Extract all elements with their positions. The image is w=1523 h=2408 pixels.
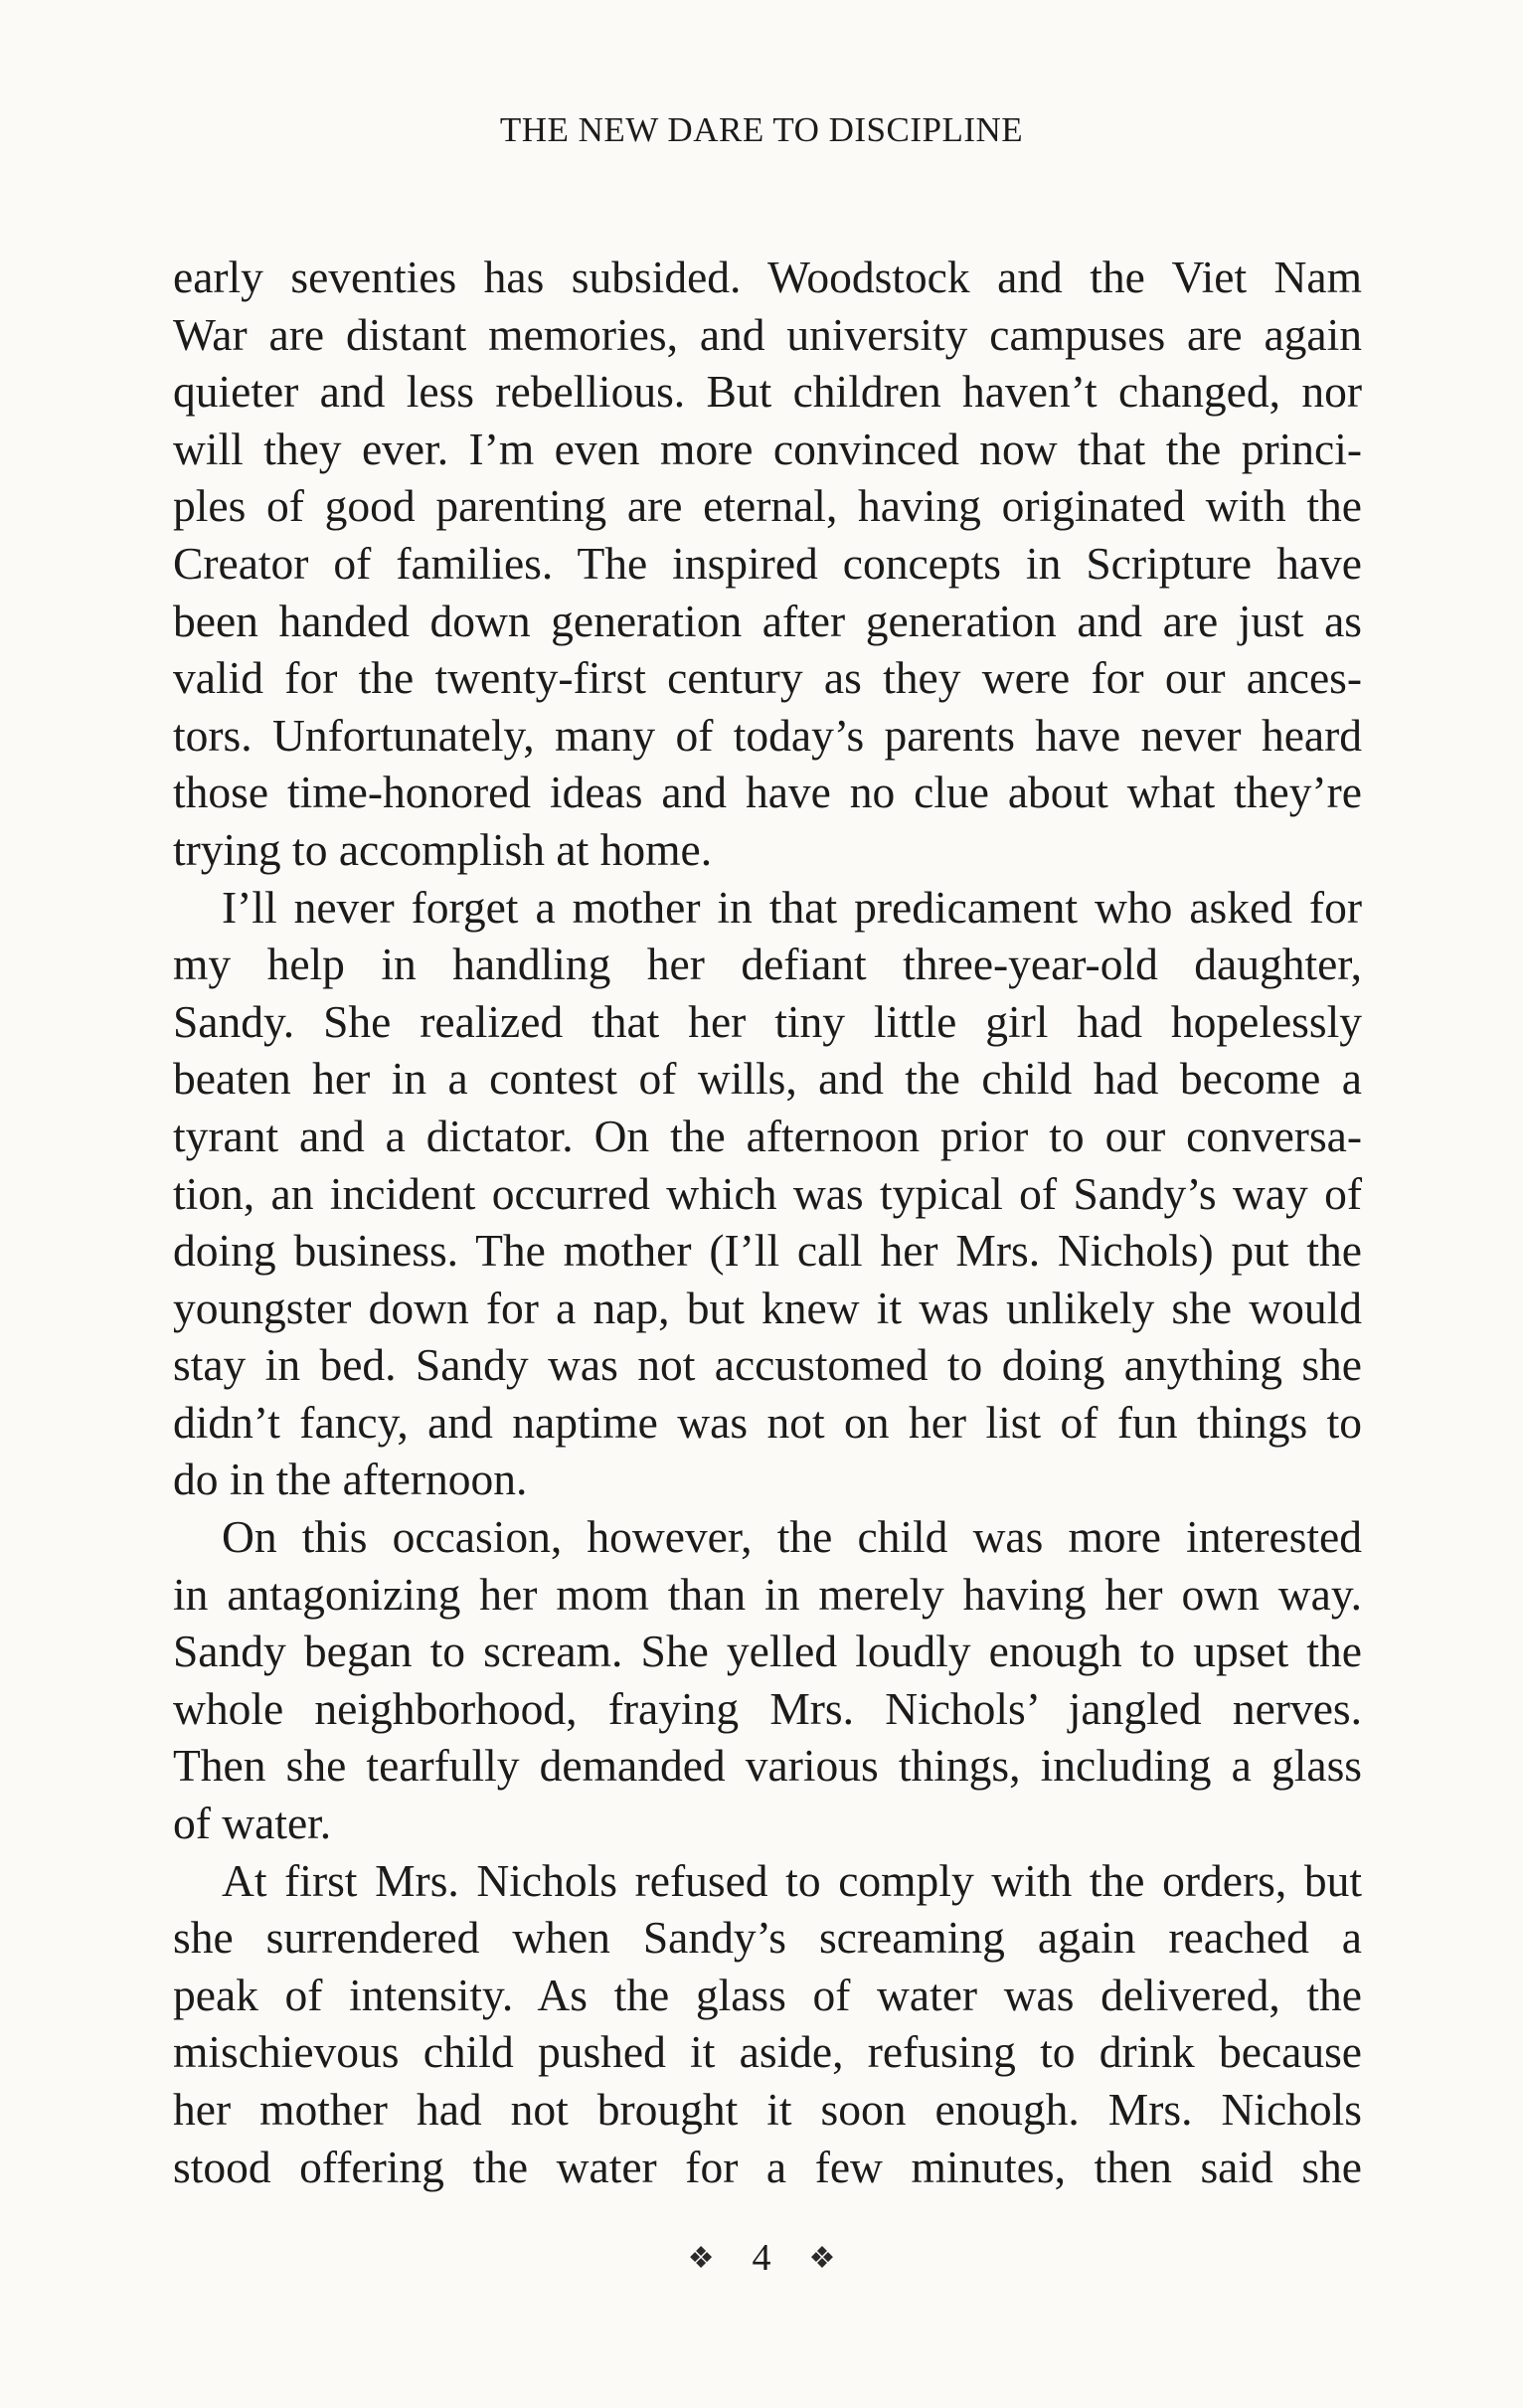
text-line: of water. bbox=[173, 1798, 332, 1849]
text-line: she surrendered when Sandy’s screaming again reached a bbox=[173, 1912, 1362, 1964]
text-line: early seventies has subsided. Woodstock and the Viet Nam bbox=[173, 252, 1362, 302]
text-line: will they ever. I’m even more convinced now that the princi- bbox=[173, 423, 1362, 474]
text-line: Sandy. She realized that her tiny little girl had hopelessly bbox=[173, 995, 1362, 1047]
text-line: trying to accomplish at home. bbox=[173, 823, 713, 875]
text-line: her mother had not brought it soon enough. Mrs. Nichols bbox=[173, 2084, 1362, 2135]
text-line: didn’t fancy, and naptime was not on her list of fun things to bbox=[173, 1396, 1362, 1448]
body-text bbox=[173, 249, 1362, 2195]
paragraph-4 bbox=[173, 1852, 1362, 2196]
page-folio bbox=[0, 2235, 1523, 2282]
text-line: I’ll never forget a mother in that predicament who asked for bbox=[222, 881, 1362, 933]
text-line: ples of good parenting are eternal, having originated with the bbox=[173, 480, 1362, 532]
text-line: Creator of families. The inspired concepts in Scripture have bbox=[173, 537, 1362, 589]
text-line: doing business. The mother (I’ll call her Mrs. Nichols) put the bbox=[173, 1225, 1362, 1277]
text-line: quieter and less rebellious. But children haven’t changed, nor bbox=[173, 366, 1362, 418]
text-line: At first Mrs. Nichols refused to comply with the orders, but bbox=[222, 1854, 1362, 1906]
text-line: stood offering the water for a few minutes, then said she bbox=[173, 2141, 1362, 2192]
text-line: do in the afternoon. bbox=[173, 1454, 528, 1505]
diamond-ornament-icon: ❖ bbox=[687, 2242, 715, 2275]
text-line: tion, an incident occurred which was typical of Sandy’s way of bbox=[173, 1167, 1362, 1219]
text-line: Sandy began to scream. She yelled loudly enough to upset the bbox=[173, 1626, 1362, 1677]
text-line: tors. Unfortunately, many of today’s parents have never heard bbox=[173, 709, 1362, 761]
text-line: valid for the twenty-first century as they were for our ances- bbox=[173, 652, 1362, 704]
paragraph-3 bbox=[173, 1508, 1362, 1852]
text-line: my help in handling her defiant three-year-old daughter, bbox=[173, 939, 1362, 990]
text-line: youngster down for a nap, but knew it was unlikely she would bbox=[173, 1282, 1362, 1333]
text-line: tyrant and a dictator. On the afternoon prior to our conversa- bbox=[173, 1110, 1362, 1161]
text-line: stay in bed. Sandy was not accustomed to doing anything she bbox=[173, 1339, 1362, 1391]
paragraph-2 bbox=[173, 879, 1362, 1509]
running-head-title: THE NEW DARE TO DISCIPLINE bbox=[499, 110, 1024, 149]
paragraph-1 bbox=[173, 249, 1362, 879]
text-line: Then she tearfully demanded various things, including a glass bbox=[173, 1740, 1362, 1792]
text-line: whole neighborhood, fraying Mrs. Nichols’ jangled nerves. bbox=[173, 1682, 1362, 1734]
diamond-ornament-icon: ❖ bbox=[808, 2242, 836, 2275]
text-line: mischievous child pushed it aside, refusing to drink because bbox=[173, 2026, 1362, 2078]
text-line: been handed down generation after generation and are just as bbox=[173, 595, 1362, 646]
text-line: On this occasion, however, the child was more interested bbox=[222, 1511, 1362, 1563]
text-line: in antagonizing her mom than in merely having her own way. bbox=[173, 1568, 1362, 1620]
text-line: those time-honored ideas and have no clue about what they’re bbox=[173, 767, 1362, 818]
text-line: War are distant memories, and university campuses are again bbox=[173, 308, 1362, 360]
page-number: 4 bbox=[752, 2237, 771, 2279]
text-line: beaten her in a contest of wills, and the child had become a bbox=[173, 1053, 1362, 1105]
text-line: peak of intensity. As the glass of water was delivered, the bbox=[173, 1969, 1362, 2020]
